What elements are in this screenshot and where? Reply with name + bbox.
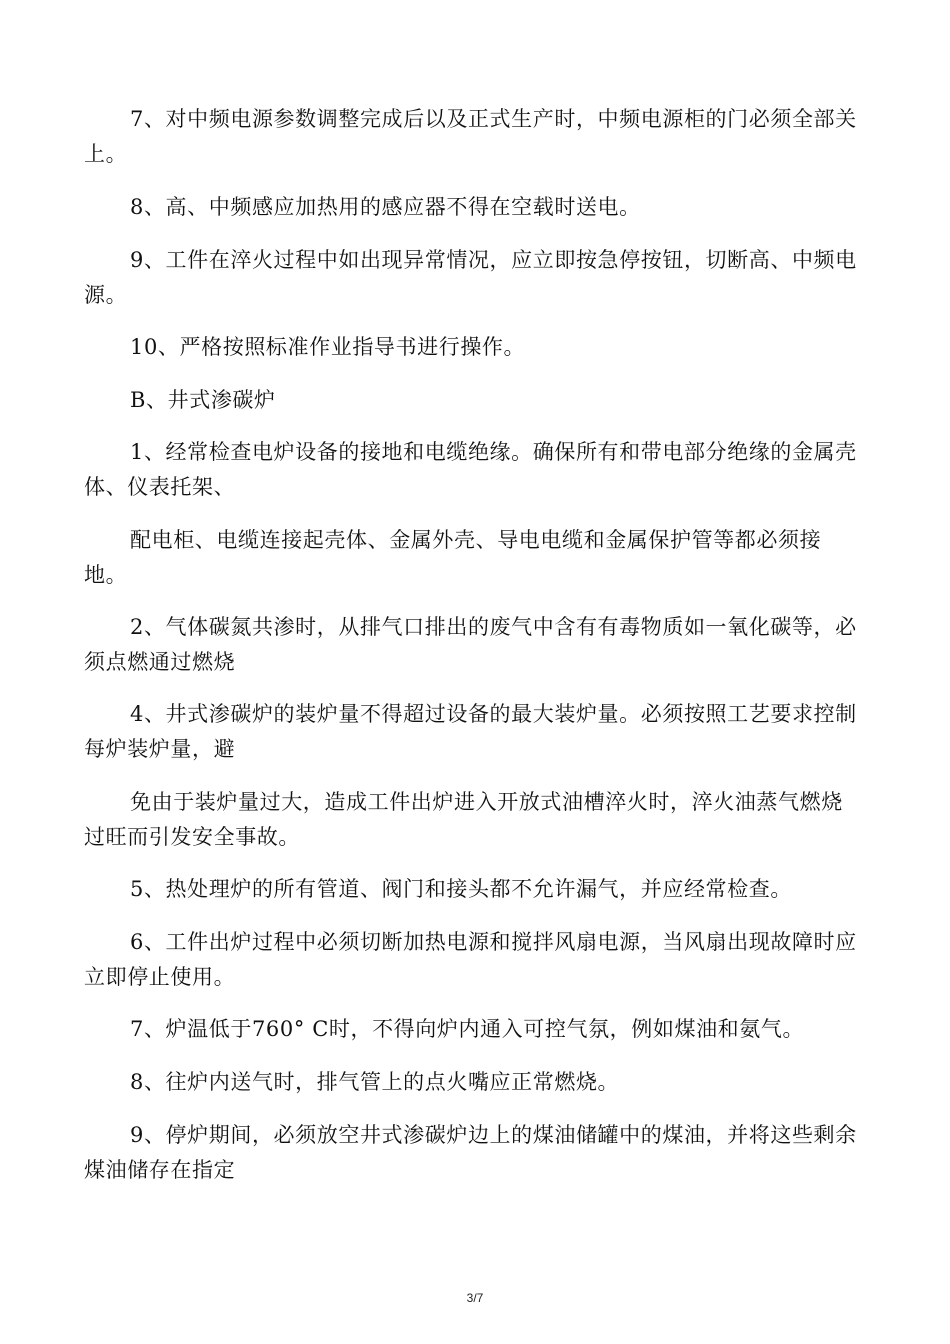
paragraph-8-ignition: 8、往炉内送气时，排气管上的点火嘴应正常燃烧。	[130, 1070, 620, 1094]
paragraph-7-power-cabinet: 7、对中频电源参数调整完成后以及正式生产时，中频电源柜的门必须全部关上。	[84, 107, 857, 166]
section-heading-b: B、井式渗碳炉	[130, 388, 276, 412]
paragraph-2-exhaust-gas: 2、气体碳氮共渗时，从排气口排出的废气中含有有毒物质如一氧化碳等，必须点燃通过燃烧	[84, 615, 857, 674]
paragraph-1-grounding-continued: 配电柜、电缆连接起壳体、金属外壳、导电电缆和金属保护管等都必须接地。	[84, 528, 822, 587]
paragraph-10-standard-operation: 10、严格按照标准作业指导书进行操作。	[130, 335, 526, 359]
page-number: 3/7	[466, 1291, 484, 1305]
paragraph-4-load-limit: 4、井式渗碳炉的装炉量不得超过设备的最大装炉量。必须按照工艺要求控制每炉装炉量，避	[84, 702, 857, 761]
paragraph-5-leak-check: 5、热处理炉的所有管道、阀门和接头都不允许漏气，并应经常检查。	[130, 877, 792, 901]
paragraph-8-inductor: 8、高、中频感应加热用的感应器不得在空载时送电。	[130, 195, 641, 219]
paragraph-6-power-cut: 6、工件出炉过程中必须切断加热电源和搅拌风扇电源，当风扇出现故障时应立即停止使用。	[84, 930, 857, 989]
paragraph-9-kerosene-storage: 9、停炉期间，必须放空井式渗碳炉边上的煤油储罐中的煤油，并将这些剩余煤油储存在指定	[84, 1123, 857, 1182]
paragraph-4-load-limit-continued: 免由于装炉量过大，造成工件出炉进入开放式油槽淬火时，淬火油蒸气燃烧过旺而引发安全事故。	[84, 790, 843, 849]
paragraph-7-furnace-temperature: 7、炉温低于760° C时，不得向炉内通入可控气氛，例如煤油和氨气。	[130, 1017, 805, 1041]
paragraph-1-grounding: 1、经常检查电炉设备的接地和电缆绝缘。确保所有和带电部分绝缘的金属壳体、仪表托架、	[84, 440, 857, 499]
paragraph-9-emergency-stop: 9、工件在淬火过程中如出现异常情况，应立即按急停按钮，切断高、中频电源。	[84, 248, 857, 307]
